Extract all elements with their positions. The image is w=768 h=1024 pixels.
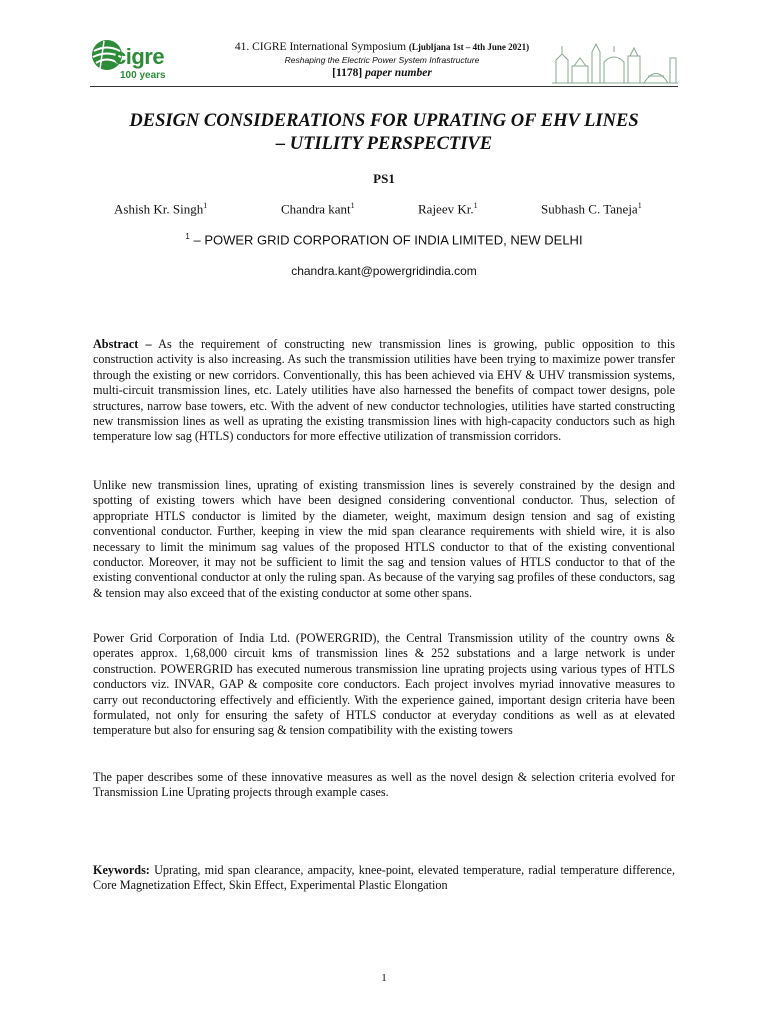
body-paragraph-3: Power Grid Corporation of India Ltd. (POWERGRID), the Central Transmission utility of the country owns & operates approx. 1,68,000 circuit kms of transmission lines & 252 substations and a large network is under construction. POWERGRID has executed numerous transmission line uprating projects using various types of HTLS conductors viz. INVAR, GAP & composite core conductors. Each project involves myriad innovative measures to carry out reconductoring effectively and efficiently. With the experience gained, important design criteria have been formulated, not only for ensuring the safety of HTLS conductor at everyday conditions as well as at elevated temperature but also for ensuring sag & tension compatibility with the existing towers xyxy=(93,631,675,738)
symposium-dates: (Ljubljana 1st – 4th June 2021) xyxy=(408,42,530,52)
header-text xyxy=(202,40,562,80)
symposium-theme: Reshaping the Electric Power System Infrastructure xyxy=(284,55,480,65)
logo-subtitle: 100 years xyxy=(120,70,166,81)
symposium-line xyxy=(202,40,562,54)
paper-title xyxy=(90,110,678,156)
paper-number: [1178] xyxy=(332,67,363,79)
keywords-text: Uprating, mid span clearance, ampacity, knee-point, elevated temperature, radial temperature difference, Core Magnetization Effect, Skin Effect, Experimental Plastic Elongation xyxy=(93,863,675,893)
body-paragraph-4: The paper describes some of these innovative measures as well as the novel design & selection criteria evolved for Transmission Line Uprating projects through example cases. xyxy=(93,770,675,800)
keywords-label: Keywords: xyxy=(93,863,150,877)
paper-number-label: paper number xyxy=(365,67,432,79)
body-paragraph-2: Unlike new transmission lines, uprating of existing transmission lines is severely constrained by the design and spotting of existing towers which have been designed considering conventional conductor. Thus, selection of appropriate HTLS conductor is limited by the diameter, weight, maximum design tension and sag of existing conventional conductor. Further, keeping in view the mid span clearance requirements with shield wire, it is also necessary to limit the minimum sag values of the proposed HTLS conductor to that of the existing conventional conductor. Moreover, it may not be sufficient to limit the sag and tension values of HTLS conductor to that of the existing conventional conductor at only the ruling span. As because of the varying sag profiles of these conductors, sag & tension may also exceed that of the existing conductor at some other spans. xyxy=(93,478,675,600)
page-number: 1 xyxy=(381,972,387,984)
contact-email: chandra.kant@powergridindia.com xyxy=(291,264,477,278)
header-rule xyxy=(90,86,678,87)
affiliation: $^1$ – POWER GRID CORPORATION OF INDIA LIMITED, NEW DELHI xyxy=(185,232,583,248)
keywords-paragraph xyxy=(93,863,675,894)
symposium-name: 41. CIGRE International Symposium xyxy=(234,41,407,53)
paper-number-line xyxy=(202,66,562,80)
abstract-text: As the requirement of constructing new transmission lines is growing, public opposition to this construction activity is also increasing. As such the transmission utilities have been trying to maximize power transfer through the existing or new corridors. Conventionally, this has been achieved via EHV & UHV transmission systems, multi-circuit transmission lines, etc. Lately utilities have also harnessed the benefits of compact tower designs, pole structures, narrow base towers, etc. With the advent of new conductor technologies, utilities have started constructing new transmission lines as well as uprating the existing transmission lines with high-capacity conductors such as high temperature low sag (HTLS) conductors for more effective utilization of transmission corridors. xyxy=(93,337,675,444)
title-line-1: DESIGN CONSIDERATIONS FOR UPRATING OF EHV LINES xyxy=(129,111,639,131)
preferential-subject: PS1 xyxy=(373,171,395,186)
title-line-2: – UTILITY PERSPECTIVE xyxy=(275,134,493,154)
author: Subhash C. Taneja$^1$ xyxy=(541,201,642,217)
author: Ashish Kr. Singh$^1$ xyxy=(114,201,208,217)
author-list xyxy=(90,201,678,219)
abstract-paragraph xyxy=(93,337,675,445)
author: Chandra kant$^1$ xyxy=(281,201,355,217)
author: Rajeev Kr.$^1$ xyxy=(418,201,478,217)
page-header xyxy=(90,36,678,88)
cigre-logo xyxy=(90,36,170,86)
abstract-label: Abstract – xyxy=(93,337,152,351)
logo-word: cigre xyxy=(114,44,165,69)
ljubljana-skyline-illustration xyxy=(552,38,678,84)
